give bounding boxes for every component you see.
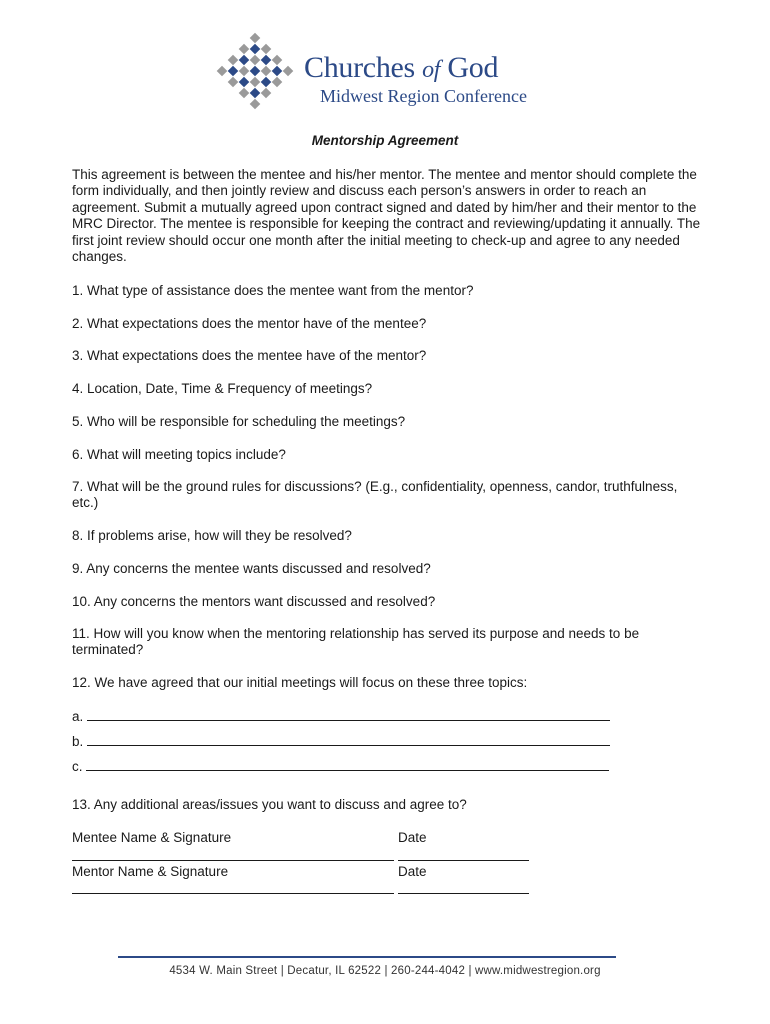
logo-square-gray	[261, 66, 272, 77]
question-9: 9. Any concerns the mentee wants discussed and resolved?	[72, 561, 431, 576]
logo-square-gray	[272, 77, 283, 88]
logo-square-gray	[250, 77, 261, 88]
logo-square-gray	[283, 66, 294, 77]
mentor-signature-input[interactable]	[72, 881, 394, 894]
topic-line-b	[72, 733, 610, 750]
mentee-date-label: Date	[398, 830, 427, 845]
topic-label-a: a.	[72, 709, 84, 724]
logo-square-gray	[250, 99, 261, 110]
mentor-date-label: Date	[398, 864, 427, 879]
logo-square-blue	[250, 66, 261, 77]
logo-square-gray	[250, 55, 261, 66]
logo-square-blue	[250, 88, 261, 99]
mentee-signature-label: Mentee Name & Signature	[72, 830, 232, 845]
logo-square-gray	[239, 44, 250, 55]
mentor-signature-line-row	[72, 881, 394, 898]
question-12: 12. We have agreed that our initial meetings will focus on these three topics:	[72, 675, 528, 690]
logo-square-gray	[239, 66, 250, 77]
logo-square-blue	[261, 55, 272, 66]
footer-divider	[118, 956, 616, 958]
logo-square-gray	[217, 66, 228, 77]
question-4: 4. Location, Date, Time & Frequency of meetings?	[72, 381, 373, 396]
logo-square-blue	[272, 66, 283, 77]
logo-square-gray	[272, 55, 283, 66]
topic-input-b[interactable]	[87, 733, 610, 746]
mentor-date-input[interactable]	[398, 881, 529, 894]
topic-input-c[interactable]	[86, 758, 609, 771]
org-name: Churches of God	[304, 51, 499, 84]
mentee-signature-line-row	[72, 848, 394, 865]
question-3: 3. What expectations does the mentee have of the mentor?	[72, 348, 427, 363]
question-7: 7. What will be the ground rules for discussions? (E.g., confidentiality, openness, candor, truthfulness, etc.)	[72, 479, 678, 511]
logo-square-gray	[239, 88, 250, 99]
question-11: 11. How will you know when the mentoring relationship has served its purpose and needs to be terminated?	[72, 626, 640, 658]
logo-square-blue	[239, 77, 250, 88]
topic-label-c: c.	[72, 759, 83, 774]
question-5: 5. Who will be responsible for scheduling the meetings?	[72, 414, 406, 429]
topic-line-c	[72, 758, 609, 775]
cross-of-squares-icon	[215, 31, 295, 111]
mentee-date-line-row	[398, 848, 529, 865]
logo-square-gray	[228, 55, 239, 66]
topic-input-a[interactable]	[87, 708, 610, 721]
question-13: 13. Any additional areas/issues you want to discuss and agree to?	[72, 797, 467, 812]
logo-square-gray	[228, 77, 239, 88]
topic-label-b: b.	[72, 734, 84, 749]
question-6: 6. What will meeting topics include?	[72, 447, 286, 462]
logo-square-blue	[261, 77, 272, 88]
logo-square-blue	[239, 55, 250, 66]
logo-square-gray	[261, 44, 272, 55]
topic-line-a	[72, 708, 610, 725]
mentee-date-input[interactable]	[398, 848, 529, 861]
document-title: Mentorship Agreement	[311, 133, 459, 148]
question-2: 2. What expectations does the mentor have of the mentee?	[72, 316, 427, 331]
mentor-signature-label: Mentor Name & Signature	[72, 864, 229, 879]
footer-address: 4534 W. Main Street | Decatur, IL 62522 | 260-244-4042 | www.midwestregion.org	[169, 965, 601, 977]
logo-square-gray	[261, 88, 272, 99]
logo-square-blue	[250, 44, 261, 55]
question-1: 1. What type of assistance does the mentee want from the mentor?	[72, 283, 474, 298]
logo-square-gray	[250, 33, 261, 44]
question-10: 10. Any concerns the mentors want discussed and resolved?	[72, 594, 436, 609]
org-subtitle: Midwest Region Conference	[320, 86, 527, 106]
mentee-signature-input[interactable]	[72, 848, 394, 861]
logo-square-blue	[228, 66, 239, 77]
mentor-date-line-row	[398, 881, 529, 898]
question-8: 8. If problems arise, how will they be resolved?	[72, 528, 352, 543]
intro-paragraph: This agreement is between the mentee and his/her mentor. The mentee and mentor should complete the form individually, and then jointly review and discuss each person’s answers in order to reach an agreement. Submit a mutually agreed upon contract signed and dated by him/her and their mentor to the MRC Director. The mentee is responsible for keeping the contract and reviewing/updating it annually. The first joint review should occur one month after the initial meeting to check-up and agree to any needed changes.	[72, 167, 701, 265]
